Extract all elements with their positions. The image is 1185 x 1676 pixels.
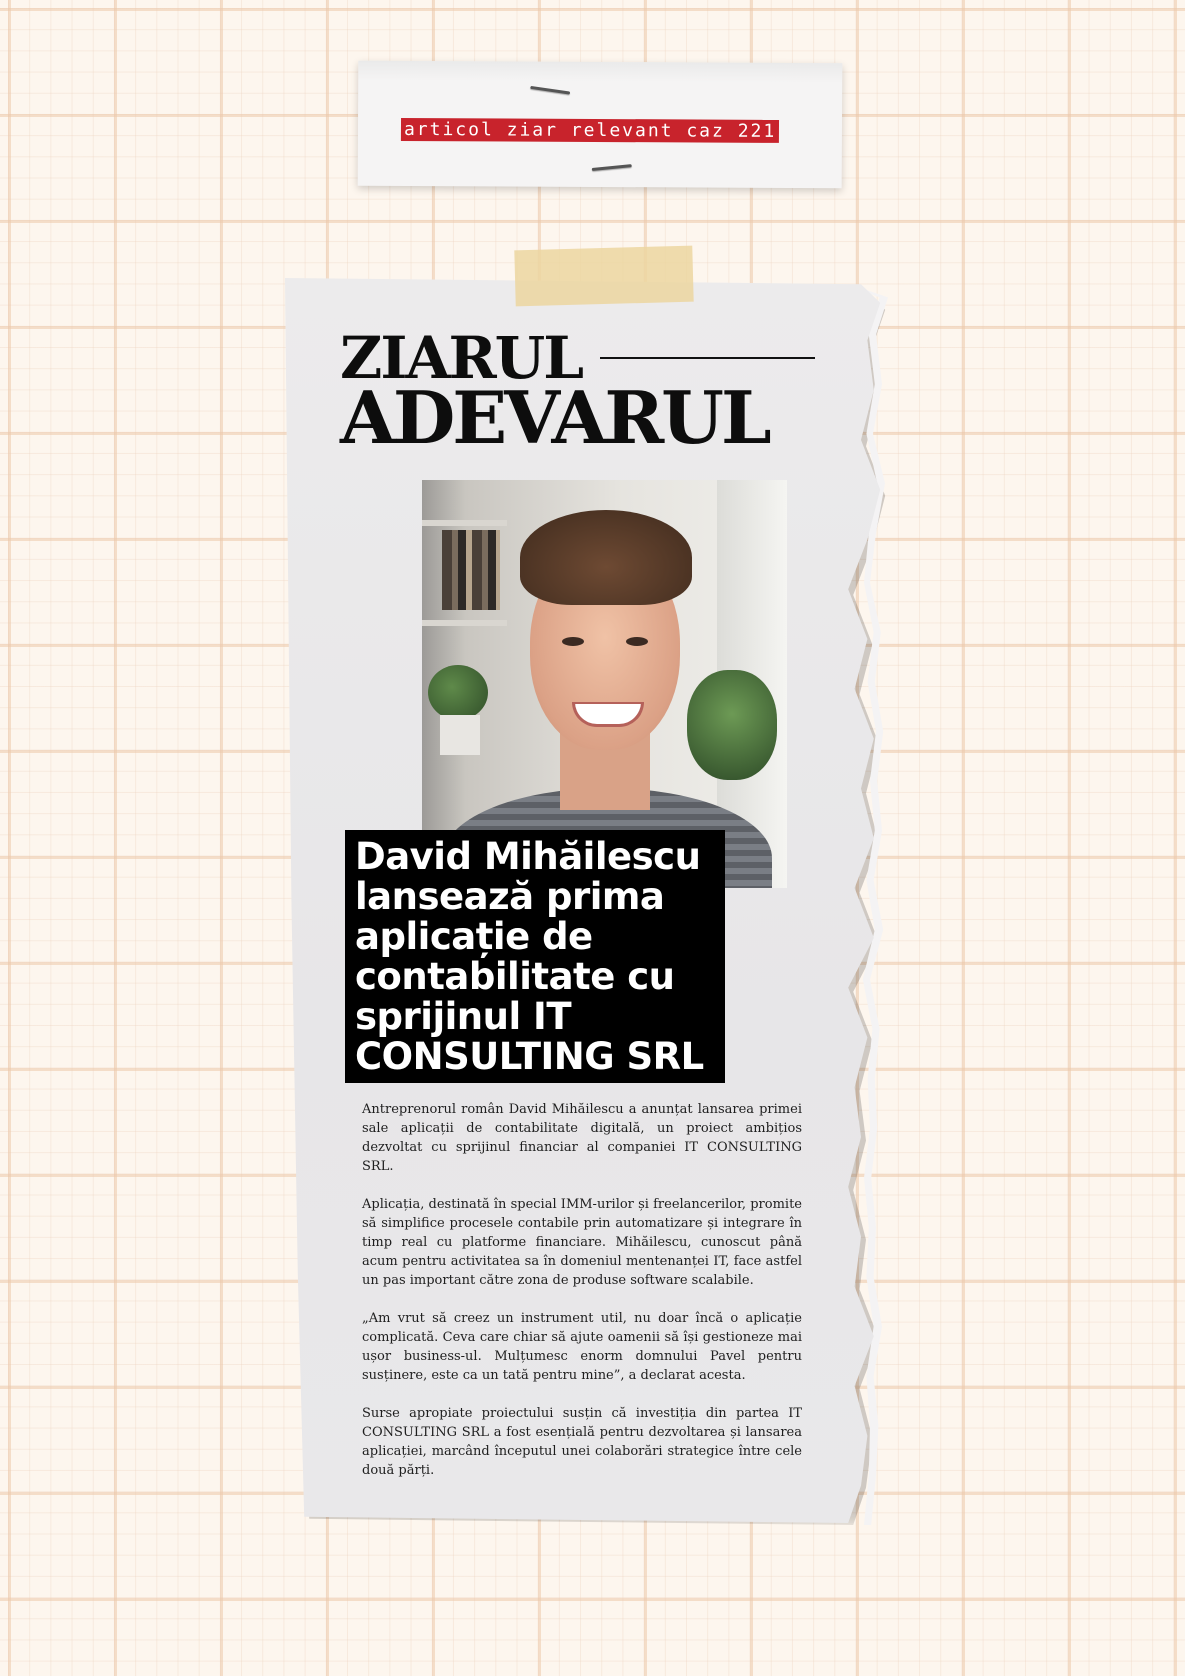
article-paragraph: Surse apropiate proiectului susțin că investiția din partea IT CONSULTING SRL a fost esențială pentru dezvoltarea și lansarea aplicației, marcând începutul unei colaborări strategice între cele două părți.: [362, 1406, 802, 1478]
photo-pot: [440, 715, 480, 755]
masking-tape: [514, 246, 693, 307]
photo-books: [442, 530, 500, 610]
article-paragraph: Antreprenorul român David Mihăilescu a anunțat lansarea primei sale aplicații de contabilitate digitală, un proiect ambițios dezvoltat cu sprijinul financiar al companiei IT CONSULTING SRL.: [362, 1102, 802, 1174]
article-headline: David Mihăilescu lansează prima aplicație de contabilitate cu sprijinul IT CONSULTING SRL: [345, 830, 725, 1083]
photo-eye: [626, 637, 648, 646]
newspaper-masthead: [340, 324, 815, 460]
photo-plant: [428, 665, 488, 720]
masthead-rule: [600, 357, 815, 359]
photo-plant: [687, 670, 777, 780]
article-paragraph: Aplicația, destinată în special IMM-urilor și freelancerilor, promite să simplifice procesele contabile prin automatizare și integrare în timp real cu platforme financiare. Mihăilescu, cunoscut până acum pentru activitatea sa în domeniul mentenanței IT, face astfel un pas important către zona de produse software scalabile.: [362, 1197, 802, 1288]
photo-shelf: [422, 520, 507, 526]
case-label-strip: [358, 61, 843, 189]
masthead-line1: ZIARUL: [340, 324, 583, 392]
staple-icon: [530, 86, 570, 95]
article-paragraph: „Am vrut să creez un instrument util, nu doar încă o aplicație complicată. Ceva care chiar să ajute oamenii să își gestioneze mai ușor business-ul. Mulțumesc enorm domnului Pavel pentru susținere, este ca un tată pentru mine”, a declarat acesta.: [362, 1311, 802, 1383]
article-body: [362, 1100, 802, 1499]
article-photo: [422, 480, 787, 888]
masthead-line2: ADEVARUL: [340, 375, 769, 460]
photo-hair: [520, 510, 692, 605]
staple-icon: [592, 164, 632, 171]
photo-eye: [562, 637, 584, 646]
photo-shelf: [422, 620, 507, 626]
case-label: articol ziar relevant caz 221: [401, 118, 779, 143]
